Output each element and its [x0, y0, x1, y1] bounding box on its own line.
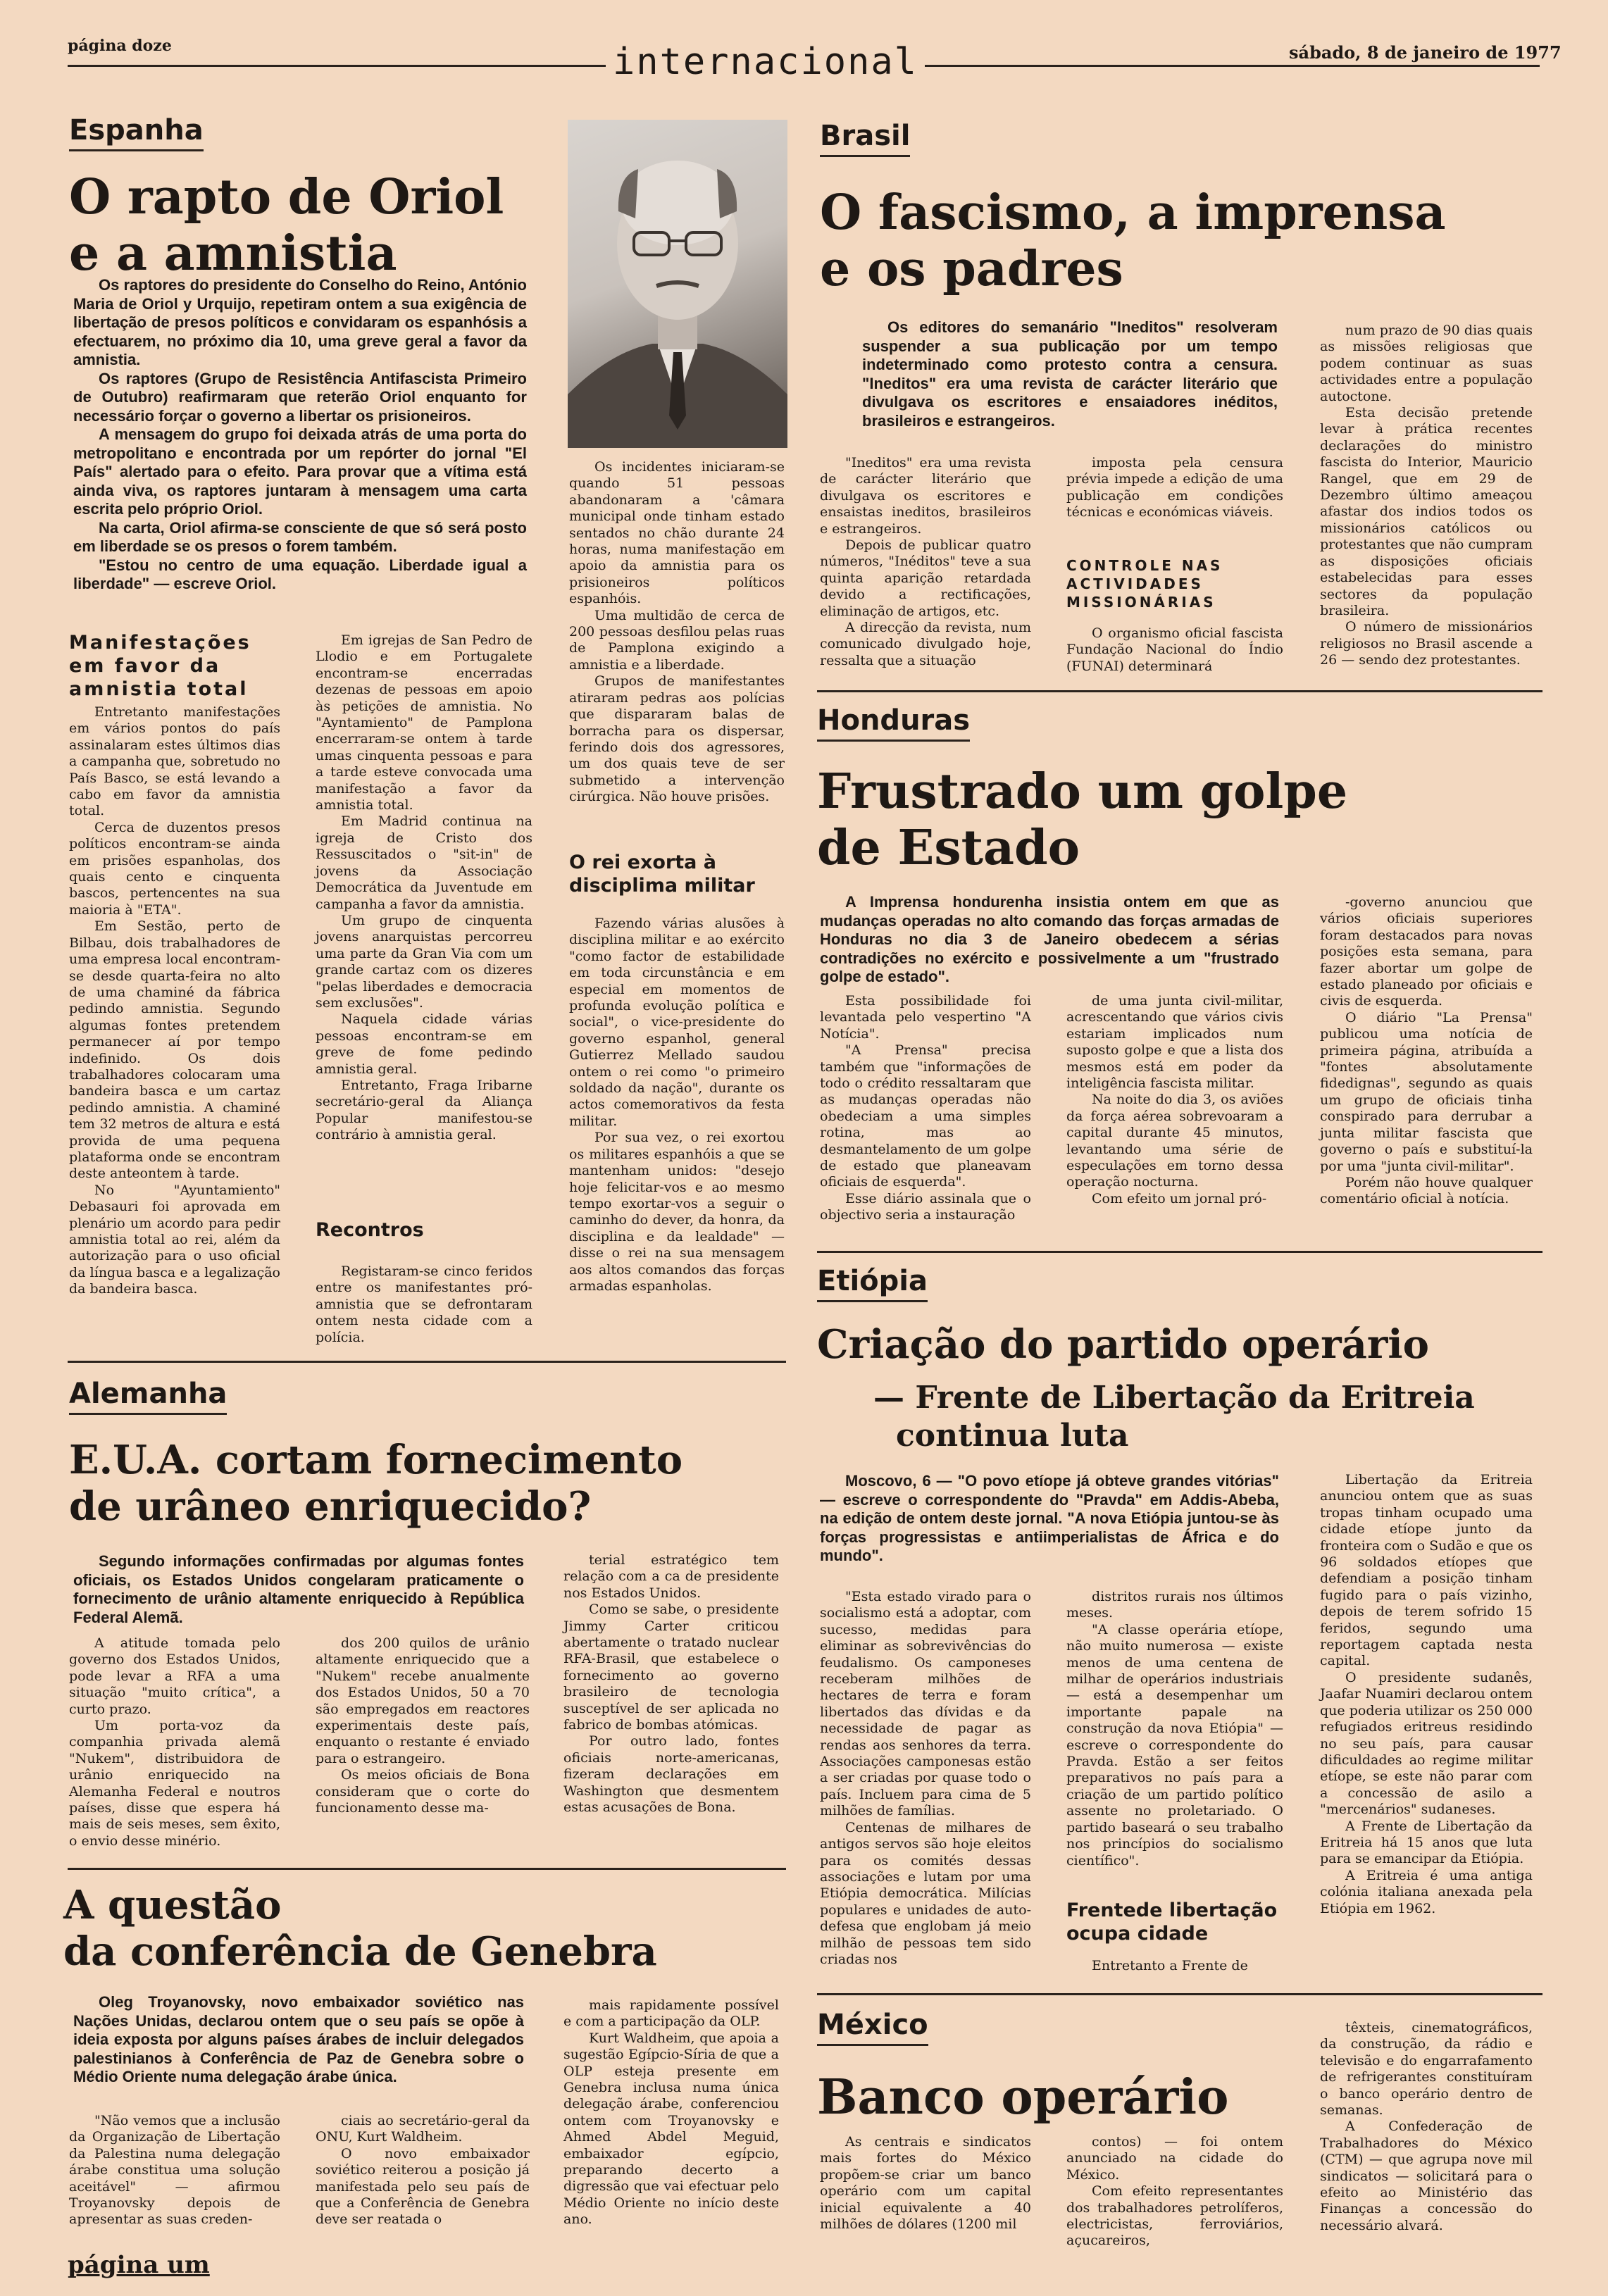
body-ethiopia-col-a: "Esta estado virado para o socialismo está a adoptar, com sucesso, medidas para eliminar as sobrevivências do feudalismo. Os camponeses receberam milhões de hectares de terra e foram libertados das dívidas e da necessidade de pagar as rendas aos senhores da terra. Associações camponesas estão a ser criadas por quase todo o país. Incluem para cima de 5 milhões de famílias. Centenas de milhares de antigos servos são hoje eleitos para os comités dessas associações e lutam por uma Etiópia democrática. Milícias populares e unidades de auto-defesa que englobam já meio milhão de pessoas tem sido criadas nos — [820, 1589, 1031, 1967]
divider-germany-geneva — [68, 1868, 786, 1870]
body-germany-col-c: terial estratégico tem relação com a ca de presidente nos Estados Unidos. Como se sabe, o presidente Jimmy Carter criticou abertamente o tratado nuclear RFA-Brasil, que estabelece o fornecimento ao governo brasileiro de tecnologia susceptível de ser aplicada no fabrico de bombas atómicas. Por outro lado, fontes oficiais norte-americanas, fizeram declarações em Washington que desmentem estas acusações de Bona. — [563, 1552, 779, 1816]
divider-honduras-ethiopia — [817, 1251, 1542, 1253]
body-brazil-col-b2: O organismo oficial fascista Fundação Nacional do Índio (FUNAI) determinará — [1066, 625, 1283, 674]
body-brazil-col-b: imposta pela censura prévia impede a edição de uma publicação em condições técnicas e económicas viáveis. — [1066, 455, 1283, 520]
body-geneva-col-c: mais rapidamente possível e com a participação da OLP. Kurt Waldheim, que apoia a sugestão Egípcio-Síria de que a OLP esteja presente em Genebra inclusa numa única delegação árabe, conferenciou ontem com Troyanovsky e Ahmed Abdel Meguid, embaixador egípcio, preparando decerto a digressão que vai efectuar pelo Médio Oriente no início deste ano. — [563, 1997, 779, 2228]
portrait-figure — [568, 120, 787, 448]
lead-brazil: Os editores do semanário "Ineditos" resolveram suspender a sua publicação por um tempo indeterminado como protesto contra a censura. "Ineditos" era uma revista de carácter literário que divulgava os escritores e ensaiadores inéditos, brasileiros e estrangeiros. — [862, 318, 1278, 430]
body-geneva-col-a: "Não vemos que a inclusão da Organização de Libertação da Palestina numa delegação árabe constitua uma solução aceitável" — afirmou Troyanovsky depois de apresentar as suas creden- — [69, 2113, 280, 2228]
body-honduras-col-c: -governo anunciou que vários oficiais superiores foram destacados para novas posições esta semana, para fazer abortar um golpe de estado planeado por oficiais e civis de esquerda. O diário "La Prensa" publicou uma notícia de primeira página, atribuída a "fontes absolutamente fidedignas", segundo as quais um grupo de oficiais tinha conspirado para derrubar a junta militar fascista que governo o país e substituí-la por uma "junta civil-militar". Porém não houve qualquer comentário oficial à notícia. — [1320, 894, 1533, 1207]
headline-germany: E.U.A. cortam fornecimento de urâneo enriquecido? — [69, 1437, 683, 1530]
crosshead-ethiopia: Frentede libertação ocupa cidade — [1066, 1899, 1278, 1945]
headline-mexico: Banco operário — [817, 2069, 1229, 2126]
section-label-ethiopia: Etiópia — [817, 1265, 928, 1302]
section-label-mexico: México — [817, 2009, 928, 2046]
lead-spain: Os raptores do presidente do Conselho do Reino, António Maria de Oriol y Urquijo, repetiram ontem a sua exigência de libertação de presos políticos e convidaram os espanhósis a efectuarem, no próximo dia 10, uma greve geral a favor da amnistia. Os raptores (Grupo de Resistência Antifascista Primeiro de Outubro) reafirmaram que reterão Oriol enquanto for necessário forçar o governo a libertar os prisioneiros. A mensagem do grupo foi deixada atrás de uma porta do metropolitano e encontrada por um repórter do jornal "El País" alertado para o efeito. Para provar que a vítima está ainda viva, os raptores juntaram à mensagem uma carta escrita pelo próprio Oriol. Na carta, Oriol afirma-se consciente de que só será posto em liberdade se os presos o forem também. "Estou no centro de uma equação. Liberdade igual a liberdade" — escreve Oriol. — [73, 276, 527, 592]
body-brazil-col-c: num prazo de 90 dias quais as missões religiosas que podem continuar as suas actividades entre a população autoctone. Esta decisão pretende levar à prática recentes declarações do ministro fascista do Interior, Mauricio Rangel, que em 29 de Dezembro último ameaçou afastar dos indios todos os missionários católicos ou protestantes que não cumpram as disposições oficiais estabelecidas para esses sectores da população brasileira. O número de missionários religiosos no Brasil ascende a 26 — sendo dez protestantes. — [1320, 323, 1533, 668]
lead-geneva: Oleg Troyanovsky, novo embaixador soviético nas Nações Unidas, declarou ontem que o seu país se opõe à ideia exposta por alguns países árabes de incluir delegados palestinianos à Conferência de Paz de Genebra sobre o Médio Oriente numa delegação árabe única. — [73, 1993, 524, 2085]
headline-brazil: O fascismo, a imprensa e os padres — [820, 185, 1446, 297]
body-spain-col1: Entretanto manifestações em vários pontos do país assinalaram estes últimos dias a campanha que, sobretudo no País Basco, se está levando a cabo em favor da amnistia total. Cerca de duzentos presos políticos encontram-se ainda em prisões espanholas, dos quais cento e cinquenta bascos, pertencentes na sua maioria à "ETA". Em Sestão, perto de Bilbau, dois trabalhadores de uma empresa local encontram-se desde quarta-feira no alto de uma chaminé da fábrica pedindo amnistia. Segundo algumas fontes pretendem permanecer aí por tempo indefinido. Os dois trabalhadores colocaram uma bandeira basca e um cartaz pedindo amnistia. A chaminé tem 32 metros de altura e está provida de uma pequena plataforma onde se encontram deste anteontem à tarde. No "Ayuntamiento" Debasauri foi aprovada em plenário um acordo para pedir amnistia total ao rei, além da autorização para o uso oficial da língua basca e a legalização da bandeira basca. — [69, 704, 280, 1297]
body-spain-col3: Os incidentes iniciaram-se quando 51 pessoas abandonaram a 'câmara municipal onde tinham estado sentados no chão durante 24 horas, numa manifestação em apoio da amnistia para os prisioneiros políticos espanhóis. Uma multidão de cerca de 200 pessoas desfilou pelas ruas de Pamplona exigindo a amnistia e a liberdade. Grupos de manifestantes atiraram pedras aos polícias que dispararam balas de borracha para os dispersar, ferindo dois dos agressores, um dos quais teve de ser submetido a intervenção cirúrgica. Não houve prisões. — [569, 459, 785, 805]
body-ethiopia-col-b: distritos rurais nos últimos meses. "A classe operária etíope, não muito numerosa — existe menos de uma centena de milhar de operários industriais — está a desempenhar um importante papale na construção da nova Etiópia" — escreve o correspondente do Pravda. Estão a ser feitos preparativos no país para a criação de um partido político assente no proletariado. O partido baseará o seu trabalho nos princípios do socialismo científico". — [1066, 1589, 1283, 1868]
body-spain-col2b: Registaram-se cinco feridos entre os manifestantes pró-amnistia que se defrontaram ontem nesta cidade com a polícia. — [316, 1264, 532, 1345]
lead-honduras: A Imprensa hondurenha insistia ontem em que as mudanças operadas no alto comando das forças armadas de Honduras no dia 3 de Janeiro obedecem a sérias contradições no exército e possivelmente a um "frustrado golpe de estado". — [820, 893, 1279, 985]
issue-date: sábado, 8 de janeiro de 1977 — [1289, 42, 1562, 63]
headline-geneva: A questão da conferência de Genebra — [63, 1882, 657, 1975]
body-spain-col3b: Fazendo várias alusões à disciplina militar e ao exército "como factor de estabilidade em toda circunstância e em especial em momentos de profunda evolução política e social", o vice-presidente do governo espanhol, general Gutierrez Mellado saudou ontem o rei como "o primeiro soldado da nação", durante os actos comemorativos da festa militar. Por sua vez, o rei exortou os militares espanhóis a que se mantenham unidos: "desejo hoje felicitar-vos e ao mesmo tempo exortar-vos a seguir o caminho do dever, da honra, da disciplina e da lealdade" — disse o rei na sua mensagem aos altos comandos das forças armadas espanholas. — [569, 916, 785, 1294]
lead-ethiopia: Moscovo, 6 — "O povo etíope já obteve grandes vitórias" — escreve o correspondente do "Pravda" em Addis-Abeba, na edição de ontem deste jornal. "A nova Etiópia juntou-se às forças progressistas e antiimperialistas de África e do mundo". — [820, 1472, 1279, 1564]
section-label-brazil: Brasil — [820, 120, 910, 157]
divider-spain-germany — [68, 1361, 786, 1363]
section-label-honduras: Honduras — [817, 704, 970, 742]
body-mexico-col-b: contos) — foi ontem anunciado na cidade do México. Com efeito representantes dos trabalhadores petrolíferos, electricistas, ferroviários, açucareiros, — [1066, 2134, 1283, 2249]
body-mexico-col-c: têxteis, cinematográficos, da construção, da rádio e televisão e do engarrafamento de refrigerantes constituíram o banco operário dentro de semanas. A Confederação de Trabalhadores do México (CTM) — que agrupa nove mil sindicatos — solicitará para o efeito ao Ministério das Finanças a concessão do necessário alvará. — [1320, 2020, 1533, 2233]
headline-honduras: Frustrado um golpe de Estado — [817, 763, 1348, 876]
body-honduras-col-b: de uma junta civil-militar, acrescentando que vários civis estariam implicados num suposto golpe e que a lista dos mesmos está em poder da inteligência fascista militar. Na noite do dia 3, os aviões da força aérea sobrevoaram a capital durante 45 minutos, levantando uma série de especulações em torno dessa operação nocturna. Com efeito um jornal pró- — [1066, 993, 1283, 1206]
page-number-label: página doze — [68, 37, 172, 55]
body-brazil-col-a: "Ineditos" era uma revista de carácter literário que divulgava os escritores e ensaistas ineditos, brasileiros e estrangeiros. Depois de publicar quatro números, "Inéditos" teve a sua quinta aparição retardada devido a rectificações, eliminação de artigos, etc. A direcção da revista, num comunicado divulgado hoje, ressalta que a situação — [820, 455, 1031, 668]
lead-germany: Segundo informações confirmadas por algumas fontes oficiais, os Estados Unidos congelaram praticamente o fornecimento de urânio altamente enriquecido à República Federal Alemã. — [73, 1552, 524, 1626]
portrait-photo — [568, 120, 787, 448]
body-ethiopia-col-b2: Entretanto a Frente de — [1092, 1958, 1248, 1973]
divider-ethiopia-mexico — [817, 1993, 1542, 1995]
body-mexico-col-a: As centrais e sindicatos mais fortes do México propõem-se criar um banco operário com um capital inicial equivalente a 40 milhões de dólares (1200 mil — [820, 2134, 1031, 2233]
body-ethiopia-col-c: Libertação da Eritreia anunciou ontem que as suas tropas tinham ocupado uma cidade etíope junto da fronteira com o Sudão e que os 96 soldados etíopes que defendiam a posição tinham fugido para o país vizinho, depois de terem sofrido 15 feridos, segundo uma reportagem captada nesta capital. O presidente sudanês, Jaafar Nuamiri declarou ontem que poderia utilizar os 250 000 refugiados eritreus residindo no seu país, para causar dificuldades ao regime militar etíope, se este não parar com a concessão de asilo a "mercenários" sudaneses. A Frente de Libertação da Eritreia há 15 anos que luta para se emancipar da Etiópia. A Eritreia é uma antiga colónia italiana anexada pela Etiópia em 1962. — [1320, 1472, 1533, 1916]
body-spain-col2: Em igrejas de San Pedro de Llodio e em Portugalete encontram-se encerradas dezenas de pessoas em apoio às petições de amnistia. No "Ayntamiento" de Pamplona encerraram-se ontem à tarde umas cinquenta pessoas e para a tarde esteve convocada uma manifestação a favor da amnistia total. Em Madrid continua na igreja de Cristo dos Ressuscitados o "sit-in" de jovens da Associação Democrática da Juventude em campanha a favor da amnistia. Um grupo de cinquenta jovens anarquistas percorreu uma parte da Gran Via com um grande cartaz com os dizeres "pelas liberdades e democracia sem exclusões". Naquela cidade várias pessoas encontram-se em greve de fome pedindo amnistia geral. Entretanto, Fraga Iribarne secretário-geral da Aliança Popular manifestou-se contrário à amnistia geral. — [316, 632, 532, 1143]
body-germany-col-a: A atitude tomada pelo governo dos Estados Unidos, pode levar a RFA a uma situação "muito crítica", a curto prazo. Um porta-voz da companhia privada alemã "Nukem", distribuidora de urânio enriquecido na Alemanha Federal e noutros países, disse que espera há mais de seis meses, sem êxito, o envio desse minério. — [69, 1635, 280, 1849]
section-label-spain: Espanha — [69, 114, 204, 151]
section-label-germany: Alemanha — [69, 1378, 227, 1415]
body-geneva-col-b: ciais ao secretário-geral da ONU, Kurt Waldheim. O novo embaixador soviético reiterou a posição já manifestada pelo seu país de que a Conferência de Genebra deve ser reatada o — [316, 2113, 530, 2228]
crosshead-spain-3: O rei exorta à disciplima militar — [569, 851, 755, 897]
subhead-ethiopia: — Frente de Libertação da Eritreia continua luta — [873, 1380, 1475, 1454]
headline-spain: O rapto de Oriol e a amnistia — [69, 169, 504, 282]
crosshead-brazil: CONTROLE NAS ACTIVIDADES MISSIONÁRIAS — [1066, 557, 1223, 611]
section-title: internacional — [606, 41, 925, 83]
body-germany-col-b: dos 200 quilos de urânio altamente enriquecido que a "Nukem" recebe anualmente dos Estados Unidos, 50 a 70 são empregados em reactores experimentais deste país, enquanto o restante é enviado para o estrangeiro. Os meios oficiais de Bona consideram que o corte do funcionamento desse ma- — [316, 1635, 530, 1816]
divider-brazil-honduras — [817, 690, 1542, 692]
crosshead-spain-1: Manifestações em favor da amnistia total — [69, 632, 251, 700]
footer-page-label: página um — [68, 2251, 210, 2279]
body-honduras-col-a: Esta possibilidade foi levantada pelo vespertino "A Notícia". "A Prensa" precisa também que "informações de todo o crédito ressaltaram que as mudanças operadas não obedeciam a uma simples rotina, mas ao desmantelamento de um golpe de estado que planeavam oficiais de esquerda". Esse diário assinala que o objectivo seria a instauração — [820, 993, 1031, 1223]
crosshead-spain-2: Recontros — [316, 1219, 424, 1241]
headline-ethiopia: Criação do partido operário — [817, 1321, 1430, 1368]
